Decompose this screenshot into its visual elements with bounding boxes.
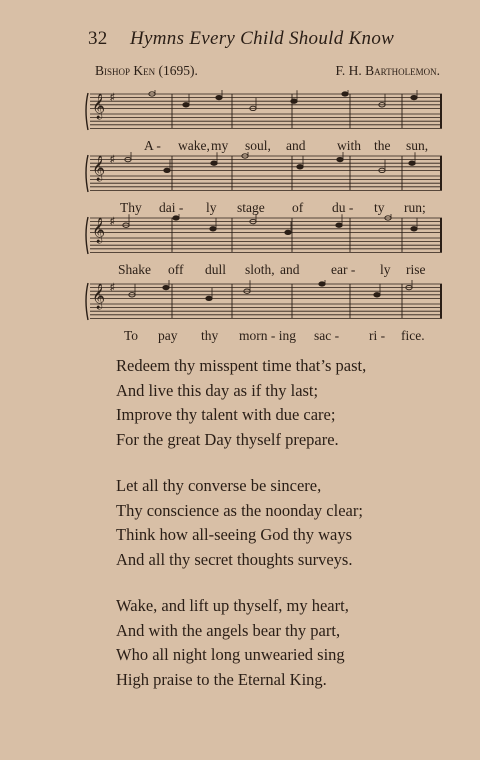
verse-line: Redeem thy misspent time that’s past, bbox=[116, 356, 367, 375]
page-number: 32 bbox=[88, 28, 108, 49]
lyric-syllable: fice. bbox=[401, 328, 425, 343]
note-head bbox=[374, 293, 380, 297]
note-head bbox=[342, 92, 348, 96]
note-head bbox=[337, 157, 343, 161]
lyric-syllable: wake, bbox=[178, 138, 210, 153]
lyric-syllable: sun, bbox=[406, 138, 429, 153]
brace-icon bbox=[86, 93, 88, 130]
sharp-icon: ♯ bbox=[110, 92, 115, 103]
verse-line: Think how all-seeing God thy ways bbox=[116, 525, 353, 544]
composer-credit: F. H. Bartholemon. bbox=[335, 63, 440, 78]
lyric-syllable: of bbox=[292, 200, 304, 215]
note-head bbox=[319, 282, 325, 286]
lyric-syllable: the bbox=[374, 138, 391, 153]
lyric-syllable: ly bbox=[380, 262, 391, 277]
note-head bbox=[164, 168, 170, 172]
lyric-syllable: rise bbox=[406, 262, 426, 277]
lyric-syllable: To bbox=[124, 328, 139, 343]
lyric-syllable: thy bbox=[201, 328, 219, 343]
lyric-syllable: off bbox=[168, 262, 184, 277]
lyric-syllable: ear - bbox=[331, 262, 356, 277]
lyric-syllable: sac - bbox=[314, 328, 340, 343]
sharp-icon: ♯ bbox=[110, 154, 115, 165]
treble-clef-icon: 𝄞 bbox=[92, 93, 106, 118]
treble-clef-icon: 𝄞 bbox=[92, 283, 106, 308]
note-head bbox=[183, 103, 189, 107]
note-head bbox=[216, 95, 222, 99]
lyric-syllable: Thy bbox=[120, 200, 142, 215]
lyric-syllable: my bbox=[211, 138, 229, 153]
lyric-syllable: soul, bbox=[245, 138, 271, 153]
note-head bbox=[411, 227, 417, 231]
verse-line: And live this day as if thy last; bbox=[116, 380, 319, 400]
music-staff bbox=[82, 90, 444, 134]
verse-line: And all thy secret thoughts surveys. bbox=[116, 549, 353, 569]
book-title: Hymns Every Child Should Know bbox=[130, 28, 395, 49]
music-staff bbox=[82, 280, 444, 324]
treble-clef-icon: 𝄞 bbox=[92, 217, 106, 242]
lyric-syllable: Shake bbox=[118, 262, 151, 277]
music-system bbox=[82, 280, 444, 358]
music-staff bbox=[82, 152, 444, 196]
treble-clef-icon: 𝄞 bbox=[92, 155, 106, 180]
lyric-syllable: morn - ing bbox=[239, 328, 296, 343]
note-head bbox=[297, 165, 303, 169]
lyric-syllable: run; bbox=[404, 200, 426, 215]
verse-line: Thy conscience as the noonday clear; bbox=[116, 500, 363, 520]
note-head bbox=[291, 99, 297, 103]
sharp-icon: ♯ bbox=[110, 282, 115, 293]
lyric-syllable: and bbox=[280, 262, 300, 277]
verse-line: For the great Day thyself prepare. bbox=[116, 429, 339, 449]
lyricist-credit: Bishop Ken (1695). bbox=[95, 63, 198, 78]
note-head bbox=[336, 223, 342, 227]
note-head bbox=[210, 227, 216, 231]
lyric-syllable: with bbox=[337, 138, 362, 153]
sharp-icon: ♯ bbox=[110, 216, 115, 227]
lyric-syllable: and bbox=[286, 138, 306, 153]
note-head bbox=[173, 216, 179, 220]
lyric-syllable: dull bbox=[205, 262, 227, 277]
lyric-syllable: du - bbox=[332, 200, 354, 215]
verse-line: And with the angels bear thy part, bbox=[116, 620, 341, 640]
brace-icon bbox=[86, 217, 88, 254]
verses bbox=[116, 354, 436, 714]
brace-icon bbox=[86, 155, 88, 192]
verse-line: High praise to the Eternal King. bbox=[116, 669, 327, 689]
hymn-credits bbox=[95, 63, 440, 81]
note-head bbox=[409, 161, 415, 165]
page-header bbox=[88, 28, 408, 52]
stanza bbox=[116, 354, 436, 452]
stanza bbox=[116, 474, 436, 572]
lyric-syllable: A - bbox=[144, 138, 161, 153]
note-head bbox=[163, 285, 169, 289]
verse-line: Let all thy converse be sincere, bbox=[116, 476, 322, 495]
note-head bbox=[211, 161, 217, 165]
verse-line: Wake, and lift up thyself, my heart, bbox=[116, 596, 349, 615]
stanza bbox=[116, 594, 436, 692]
verse-line: Who all night long unwearied sing bbox=[116, 645, 345, 664]
lyric-syllable: stage bbox=[237, 200, 265, 215]
verse-line: Improve thy talent with due care; bbox=[116, 405, 336, 424]
note-head bbox=[285, 230, 291, 234]
music-staff bbox=[82, 214, 444, 258]
lyric-syllable: sloth, bbox=[245, 262, 275, 277]
lyric-syllable: ri - bbox=[369, 328, 386, 343]
note-head bbox=[206, 296, 212, 300]
lyric-syllable: ly bbox=[206, 200, 217, 215]
note-head bbox=[411, 95, 417, 99]
lyric-syllable: dai - bbox=[159, 200, 184, 215]
lyric-syllable: pay bbox=[158, 328, 178, 343]
lyric-syllable: ty bbox=[374, 200, 385, 215]
brace-icon bbox=[86, 283, 88, 320]
